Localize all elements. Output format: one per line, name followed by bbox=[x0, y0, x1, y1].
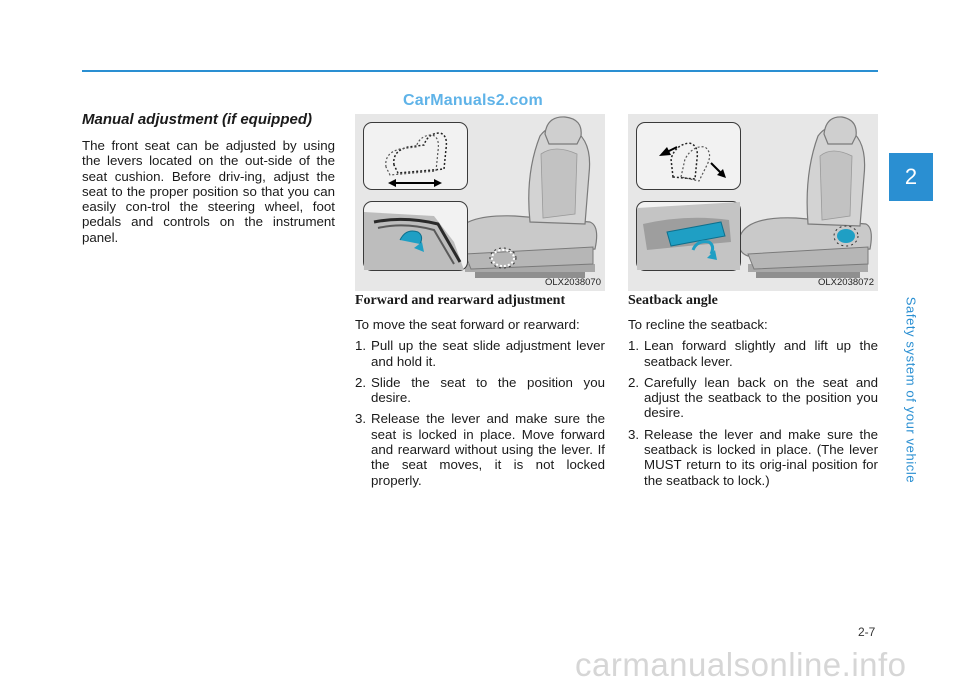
seatback-angle-steps bbox=[628, 338, 878, 488]
seatback-angle-intro: To recline the seatback: bbox=[628, 317, 768, 332]
seatback-angle-figure bbox=[628, 114, 878, 291]
chapter-number: 2 bbox=[904, 164, 918, 189]
forward-rearward-steps bbox=[355, 338, 605, 488]
slide-direction-inset bbox=[363, 122, 468, 190]
watermark-top: CarManuals2.com bbox=[403, 92, 543, 109]
forward-rearward-section bbox=[355, 293, 605, 494]
figure-code: OLX2038070 bbox=[545, 277, 601, 288]
section-title: Manual adjustment (if equipped) bbox=[82, 111, 313, 128]
seat-outline-arrow-icon bbox=[364, 123, 467, 189]
list-item: 1. Pull up the seat slide adjustment lever and hold it. bbox=[355, 338, 605, 369]
page-number: 2-7 bbox=[858, 625, 876, 639]
watermark-bottom: carmanualsonline.info bbox=[575, 646, 907, 683]
chapter-title: Safety system of your vehicle bbox=[903, 296, 919, 484]
recline-arrows-icon bbox=[637, 123, 740, 189]
recline-direction-inset bbox=[636, 122, 741, 190]
seat-slide-figure bbox=[355, 114, 605, 291]
figure-code: OLX2038072 bbox=[818, 277, 874, 288]
seatback-angle-title: Seatback angle bbox=[628, 293, 718, 308]
list-item: 3. Release the lever and make sure the seat is locked in place. Move forward and rearward without using the lever. If the seat moves, it is not locked properly. bbox=[355, 411, 605, 488]
recline-lever-icon bbox=[637, 202, 740, 270]
recline-lever-inset bbox=[636, 201, 741, 271]
slide-lever-inset bbox=[363, 201, 468, 271]
forward-rearward-title: Forward and rearward adjustment bbox=[355, 293, 566, 308]
list-item: 3. Release the lever and make sure the seatback is locked in place. (The lever MUST return to its orig-inal position for the seatback to lock.) bbox=[628, 426, 878, 488]
intro-paragraph: The front seat can be adjusted by using the levers located on the out-side of the seat cushion. Before driv-ing, adjust the seat to the proper position so that you can easily con-trol the steering wheel, foot pedals and controls on the instrument panel. bbox=[82, 138, 335, 245]
list-item: 1. Lean forward slightly and lift up the seatback lever. bbox=[628, 338, 878, 369]
seatback-angle-section bbox=[628, 293, 878, 494]
list-item: 2. Slide the seat to the position you desire. bbox=[355, 374, 605, 406]
slide-lever-icon bbox=[364, 202, 467, 270]
intro-section bbox=[82, 111, 335, 245]
header-rule bbox=[82, 70, 878, 72]
forward-rearward-intro: To move the seat forward or rearward: bbox=[355, 317, 580, 332]
list-item: 2. Carefully lean back on the seat and adjust the seatback to the position you desire. bbox=[628, 374, 878, 421]
